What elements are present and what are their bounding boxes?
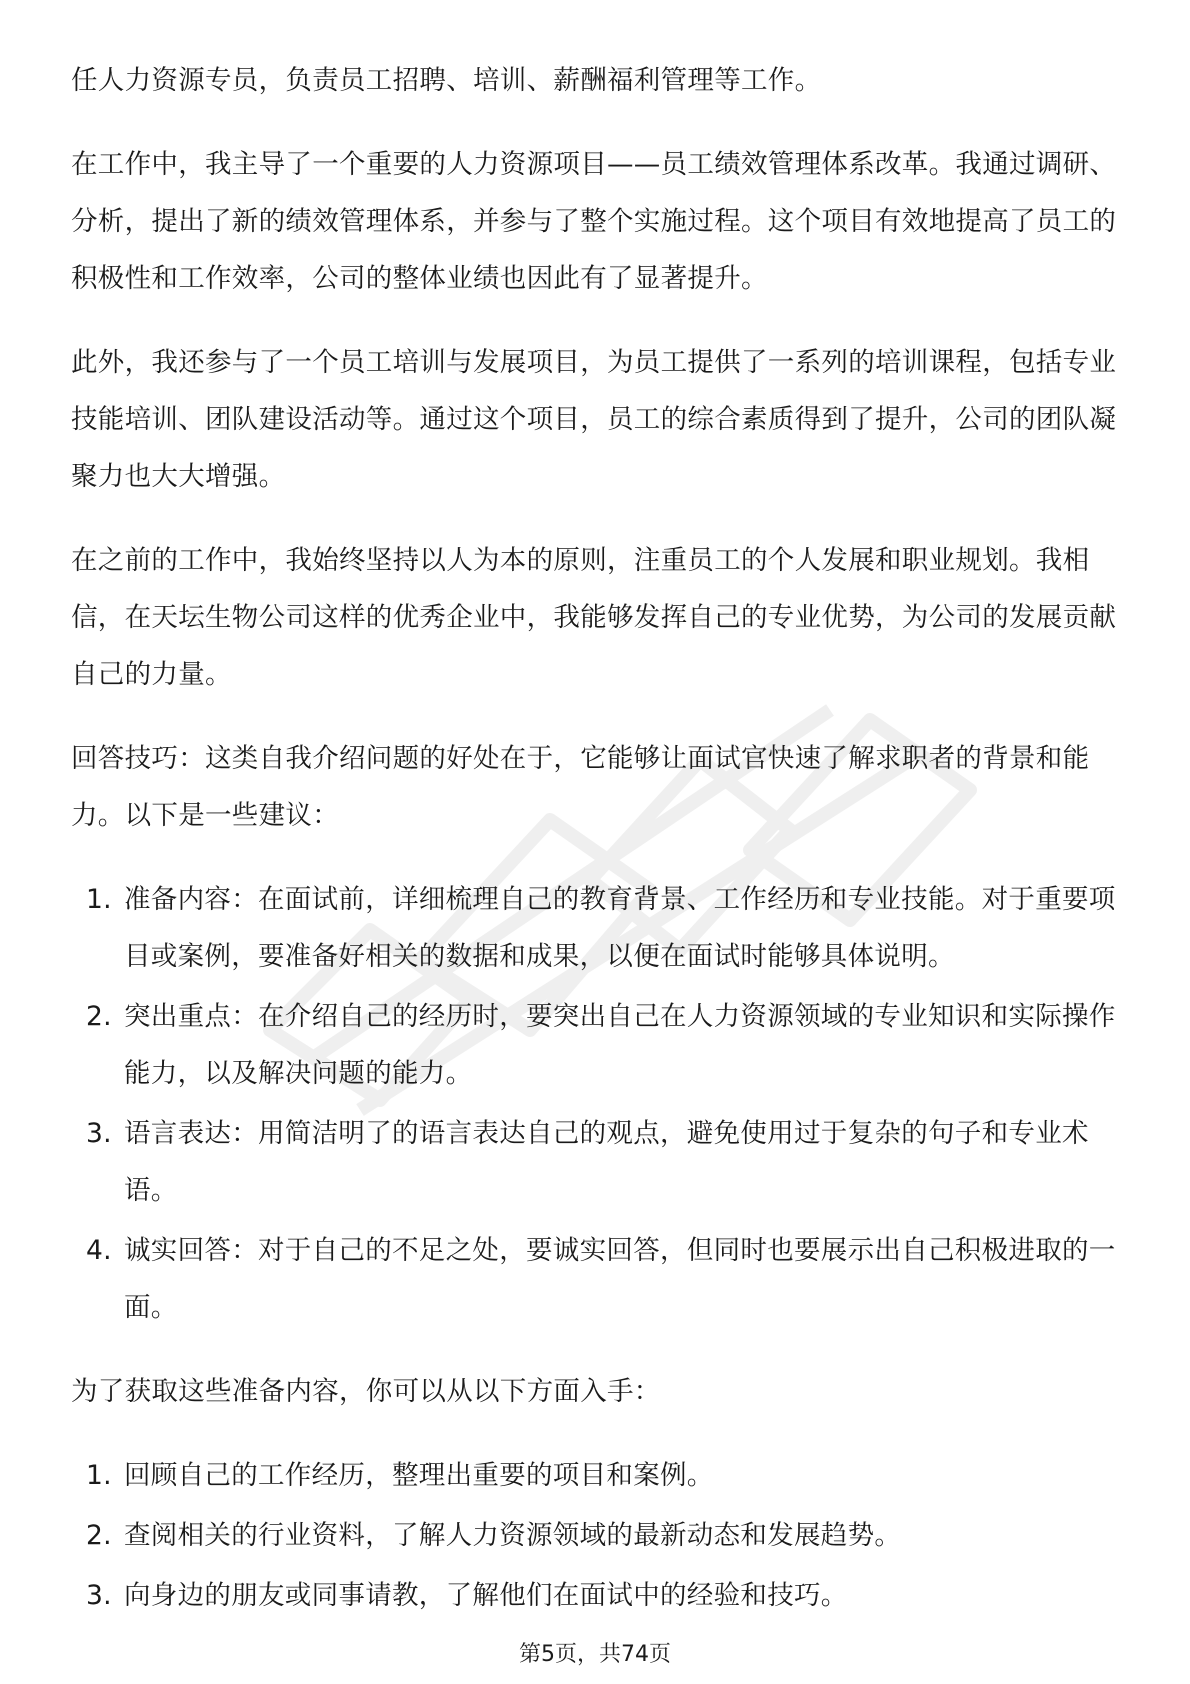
list-item: [71, 871, 1121, 985]
list-item: [71, 1507, 1121, 1564]
paragraph-performance-project: 在工作中，我主导了一个重要的人力资源项目——员工绩效管理体系改革。我通过调研、分析，提出了新的绩效管理体系，并参与了整个实施过程。这个项目有效地提高了员工的积极性和工作效率，公司的整体业绩也因此有了显著提升。: [71, 149, 1117, 294]
tips-list: [71, 871, 1121, 1336]
list-item-text: 查阅相关的行业资料，了解人力资源领域的最新动态和发展趋势。: [124, 1520, 902, 1551]
list-item-text: 语言表达：用简洁明了的语言表达自己的观点，避免使用过于复杂的句子和专业术语。: [124, 1118, 1089, 1206]
paragraph-role-summary: 任人力资源专员，负责员工招聘、培训、薪酬福利管理等工作。: [71, 65, 822, 96]
list-item-text: 向身边的朋友或同事请教，了解他们在面试中的经验和技巧。: [124, 1580, 848, 1611]
list-number: 2.: [86, 1001, 112, 1032]
list-item: [71, 988, 1121, 1102]
list-item-text: 准备内容：在面试前，详细梳理自己的教育背景、工作经历和专业技能。对于重要项目或案例，要准备好相关的数据和成果，以便在面试时能够具体说明。: [124, 884, 1116, 972]
list-number: 1.: [86, 884, 112, 915]
list-number: 4.: [86, 1235, 112, 1266]
list-number: 2.: [86, 1520, 112, 1551]
paragraph-sources-intro: 为了获取这些准备内容，你可以从以下方面入手：: [71, 1376, 661, 1407]
paragraph-principles: 在之前的工作中，我始终坚持以人为本的原则，注重员工的个人发展和职业规划。我相信，在天坛生物公司这样的优秀企业中，我能够发挥自己的专业优势，为公司的发展贡献自己的力量。: [71, 545, 1117, 690]
list-item: [71, 1222, 1121, 1336]
list-number: 3.: [86, 1118, 112, 1149]
list-item: [71, 1567, 1121, 1624]
list-item-text: 诚实回答：对于自己的不足之处，要诚实回答，但同时也要展示出自己积极进取的一面。: [124, 1235, 1116, 1323]
sources-list: [71, 1447, 1121, 1624]
list-item-text: 突出重点：在介绍自己的经历时，要突出自己在人力资源领域的专业知识和实际操作能力，以及解决问题的能力。: [124, 1001, 1116, 1089]
list-item: [71, 1105, 1121, 1219]
list-item-text: 回顾自己的工作经历，整理出重要的项目和案例。: [124, 1460, 714, 1491]
paragraph-answer-tips: 回答技巧：这类自我介绍问题的好处在于，它能够让面试官快速了解求职者的背景和能力。以下是一些建议：: [71, 743, 1090, 831]
list-number: 1.: [86, 1460, 112, 1491]
document-body: [71, 52, 1121, 1651]
page-number-footer: 第5页，共74页: [519, 1642, 671, 1667]
list-number: 3.: [86, 1580, 112, 1611]
list-item: [71, 1447, 1121, 1504]
paragraph-training-project: 此外，我还参与了一个员工培训与发展项目，为员工提供了一系列的培训课程，包括专业技能培训、团队建设活动等。通过这个项目，员工的综合素质得到了提升，公司的团队凝聚力也大大增强。: [71, 347, 1117, 492]
